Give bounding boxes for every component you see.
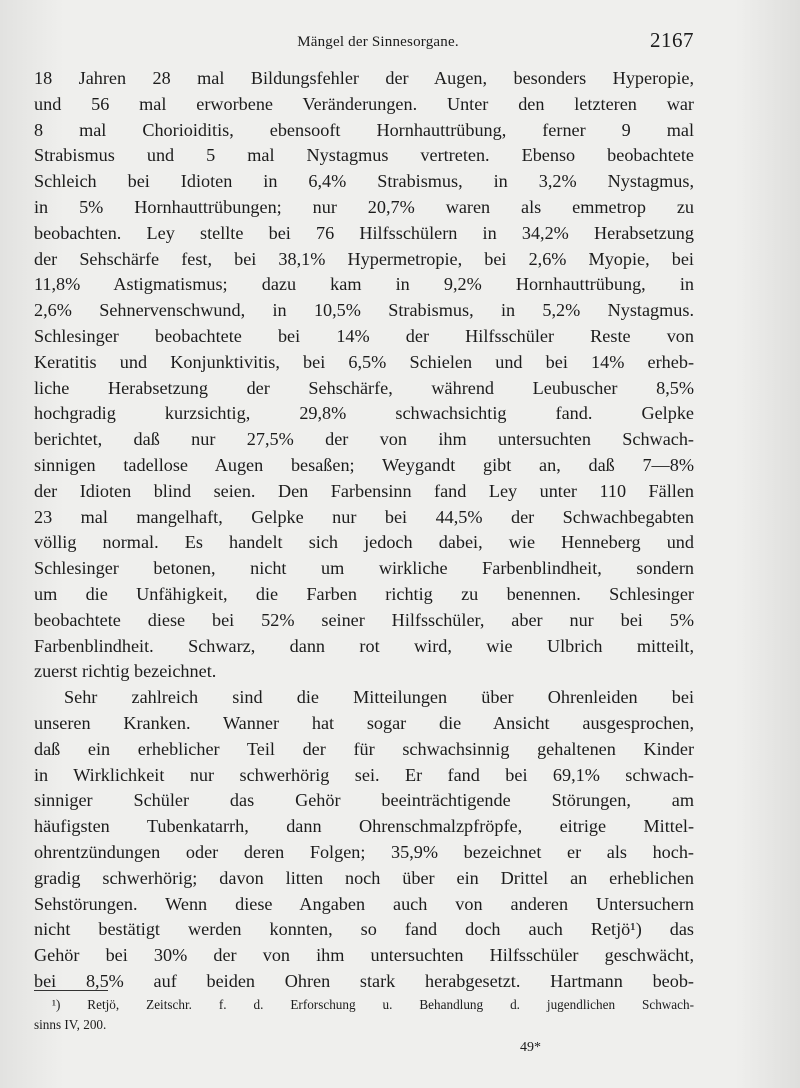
- page-number: 2167: [650, 28, 694, 52]
- text-line: häufigsten Tubenkatarrh, dann Ohrenschmalzpfröpfe, eitrige Mittel-: [34, 816, 694, 837]
- body-text: [34, 66, 694, 995]
- footnote-rule: [34, 990, 108, 991]
- page-header: [62, 28, 694, 62]
- running-title: Mängel der Sinnesorgane.: [297, 34, 459, 50]
- text-line: daß ein erheblicher Teil der für schwachsinnig gehaltenen Kinder: [34, 738, 694, 759]
- text-line: berichtet, daß nur 27,5% der von ihm untersuchten Schwach-: [34, 429, 694, 450]
- text-line: unseren Kranken. Wanner hat sogar die Ansicht ausgesprochen,: [34, 712, 694, 733]
- text-line: 23 mal mangelhaft, Gelpke nur bei 44,5% der Schwachbegabten: [34, 506, 694, 527]
- text-line: hochgradig kurzsichtig, 29,8% schwachsichtig fand. Gelpke: [34, 403, 694, 424]
- text-line: in 5% Hornhauttrübungen; nur 20,7% waren als emmetrop zu: [34, 196, 694, 217]
- text-line: Sehr zahlreich sind die Mitteilungen über Ohrenleiden bei: [64, 687, 694, 708]
- text-line: beobachten. Ley stellte bei 76 Hilfsschülern in 34,2% Herabsetzung: [34, 222, 694, 243]
- text-line: völlig normal. Es handelt sich jedoch dabei, wie Henneberg und: [34, 532, 694, 553]
- text-line: Strabismus und 5 mal Nystagmus vertreten. Ebenso beobachtete: [34, 145, 694, 166]
- footnote: [34, 995, 694, 1035]
- text-line: Gehör bei 30% der von ihm untersuchten Hilfsschüler geschwächt,: [34, 945, 694, 966]
- text-line: und 56 mal erworbene Veränderungen. Unter den letzteren war: [34, 93, 694, 114]
- text-line: 11,8% Astigmatismus; dazu kam in 9,2% Hornhauttrübung, in: [34, 274, 694, 295]
- text-line: bei 8,5% auf beiden Ohren stark herabgesetzt. Hartmann beob-: [34, 970, 694, 991]
- text-line: um die Unfähigkeit, die Farben richtig zu benennen. Schlesinger: [34, 583, 694, 604]
- text-line: 8 mal Chorioiditis, ebensooft Hornhauttrübung, ferner 9 mal: [34, 119, 694, 140]
- text-line: Sehstörungen. Wenn diese Angaben auch von anderen Untersuchern: [34, 893, 694, 914]
- text-line: gradig schwerhörig; davon litten noch über ein Drittel an erheblichen: [34, 867, 694, 888]
- text-line: 18 Jahren 28 mal Bildungsfehler der Augen, besonders Hyperopie,: [34, 68, 694, 88]
- text-line: Schleich bei Idioten in 6,4% Strabismus, in 3,2% Nystagmus,: [34, 171, 694, 192]
- text-line: nicht bestätigt werden konnten, so fand doch auch Retjö¹) das: [34, 919, 694, 940]
- text-line: beobachtete diese bei 52% seiner Hilfsschüler, aber nur bei 5%: [34, 609, 694, 630]
- text-line: 2,6% Sehnervenschwund, in 10,5% Strabismus, in 5,2% Nystagmus.: [34, 300, 694, 321]
- text-line: sinniger Schüler das Gehör beeinträchtigende Störungen, am: [34, 790, 694, 811]
- footnote-line: ¹) Retjö, Zeitschr. f. d. Erforschung u. Behandlung d. jugendlichen Schwach-: [52, 997, 694, 1012]
- text-line: Schlesinger beobachtete bei 14% der Hilfsschüler Reste von: [34, 325, 694, 346]
- text-line: zuerst richtig bezeichnet.: [34, 661, 217, 682]
- text-line: ohrentzündungen oder deren Folgen; 35,9% bezeichnet er als hoch-: [34, 841, 694, 862]
- signature-mark: 49*: [520, 1040, 541, 1055]
- text-line: der Sehschärfe fest, bei 38,1% Hypermetropie, bei 2,6% Myopie, bei: [34, 248, 694, 269]
- text-line: liche Herabsetzung der Sehschärfe, während Leubuscher 8,5%: [34, 377, 694, 398]
- text-line: der Idioten blind seien. Den Farbensinn fand Ley unter 110 Fällen: [34, 480, 694, 501]
- text-line: Farbenblindheit. Schwarz, dann rot wird, wie Ulbrich mitteilt,: [34, 635, 694, 656]
- text-line: Schlesinger betonen, nicht um wirkliche Farbenblindheit, sondern: [34, 558, 694, 579]
- text-line: sinnigen tadellose Augen besaßen; Weygandt gibt an, daß 7—8%: [34, 454, 694, 475]
- text-line: in Wirklichkeit nur schwerhörig sei. Er fand bei 69,1% schwach-: [34, 764, 694, 785]
- text-line: Keratitis und Konjunktivitis, bei 6,5% Schielen und bei 14% erheb-: [34, 351, 694, 372]
- footnote-line: sinns IV, 200.: [34, 1017, 107, 1032]
